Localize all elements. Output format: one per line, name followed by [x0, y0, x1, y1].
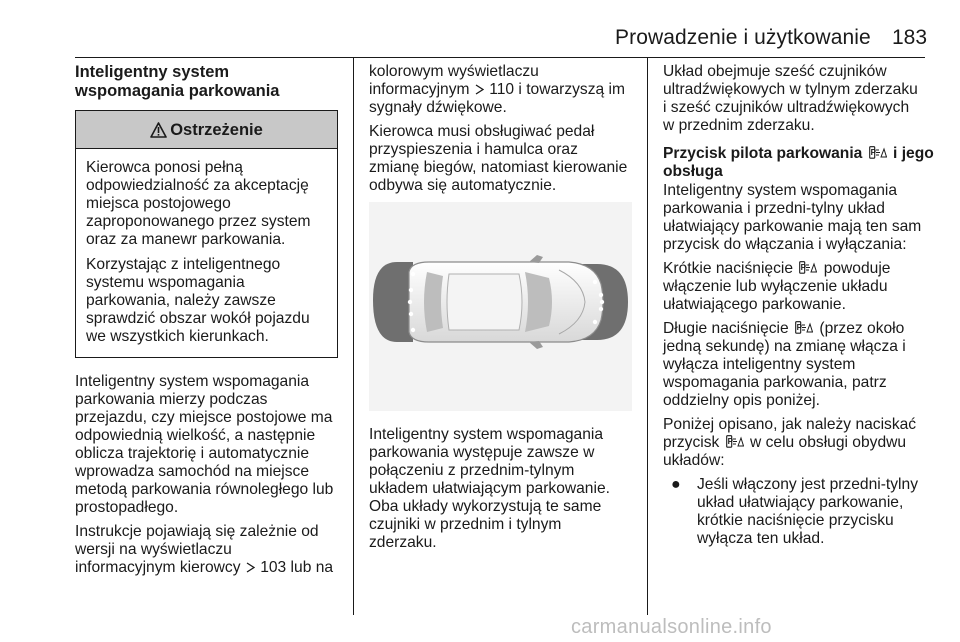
text-line: wspomagania parkowania, patrz — [663, 374, 887, 391]
text-line: parkowania, należy zawsze — [86, 292, 276, 309]
text-line — [663, 320, 933, 338]
text-line: obsługa — [663, 163, 723, 180]
text-line: przycisk do włączania i wyłączania: — [663, 236, 907, 253]
text-line: Kierowca ponosi pełną — [86, 159, 243, 176]
heading-line: Inteligentny system — [75, 63, 230, 81]
subsection-heading — [663, 145, 933, 181]
text-fragment: i jego — [893, 145, 934, 162]
warning-paragraph — [86, 256, 327, 346]
text-line: kolorowym wyświetlaczu — [369, 63, 539, 80]
reference-arrow-icon — [246, 562, 255, 573]
text-line: sygnały dźwiękowe. — [369, 99, 507, 116]
page-section-title: Prowadzenie i użytkowanie — [615, 26, 871, 49]
text-line: układ ułatwiający parkowanie, — [697, 494, 904, 511]
text-line — [369, 81, 637, 99]
watermark: carmanualsonline.info — [571, 616, 772, 638]
car-sensor-zones-drawing — [369, 202, 632, 411]
text-line: i sześć czujników ultradźwiękowych — [663, 99, 910, 116]
text-line: odpowiednią wielkość, a następnie — [75, 427, 316, 444]
text-line: Oba układy wykorzystują te same — [369, 498, 602, 515]
text-fragment: Krótkie naciśnięcie — [663, 260, 794, 277]
text-line: Kierowca musi obsługiwać pedał — [369, 123, 595, 140]
text-fragment: przycisk — [663, 434, 720, 451]
body-paragraph — [369, 426, 637, 552]
column-3 — [663, 63, 933, 554]
text-line: ułatwiającego parkowanie. — [663, 296, 846, 313]
text-line — [663, 434, 933, 452]
text-fragment: Długie naciśnięcie — [663, 320, 789, 337]
warning-title: Ostrzeżenie — [170, 120, 263, 139]
body-paragraph — [75, 523, 345, 577]
body-paragraph — [663, 320, 933, 410]
text-line: włączenie lub wyłączenie układu — [663, 278, 888, 295]
warning-triangle-icon — [150, 122, 167, 138]
text-line: prostopadłego. — [75, 499, 179, 516]
text-line: przyspieszenia i hamulca oraz — [369, 141, 578, 158]
text-line: czujniki w przednim i tylnym — [369, 516, 562, 533]
text-fragment: (przez około — [819, 320, 905, 337]
text-line: systemu wspomagania — [86, 274, 245, 291]
text-fragment: informacyjnym — [369, 81, 470, 98]
body-paragraph — [663, 182, 933, 254]
svg-text:P: P — [796, 323, 802, 333]
text-fragment: powoduje — [823, 260, 891, 277]
section-heading — [75, 63, 345, 101]
text-fragment: Przycisk pilota parkowania — [663, 145, 863, 162]
column-divider-1 — [353, 57, 354, 615]
svg-text:P: P — [870, 148, 876, 158]
text-line: sprawdzić obszar wokół pojazdu — [86, 310, 310, 327]
bullet-text — [697, 476, 918, 548]
text-line: Układ obejmuje sześć czujników — [663, 63, 887, 80]
text-line: odbywa się automatycznie. — [369, 177, 557, 194]
body-paragraph — [75, 373, 345, 517]
bullet-item — [663, 476, 933, 548]
text-line: odpowiedzialność za akceptację — [86, 177, 309, 194]
text-line: wyłącza ten układ. — [697, 530, 825, 547]
column-1 — [75, 63, 345, 583]
text-line: Instrukcje pojawiają się zależnie od — [75, 523, 319, 540]
heading-line: wspomagania parkowania — [75, 82, 280, 100]
text-line: układów: — [663, 452, 725, 469]
text-line: miejsca postojowego — [86, 195, 231, 212]
park-assist-icon — [726, 435, 744, 448]
text-line: ułatwiający parkowanie mają ten sam — [663, 218, 922, 235]
warning-body — [76, 149, 337, 357]
text-line: Inteligentny system wspomagania — [369, 426, 604, 443]
text-line: zaproponowanego przez system — [86, 213, 311, 230]
column-2 — [369, 63, 637, 558]
text-line: parkowania i przedni-tylny układ — [663, 200, 885, 217]
page-reference[interactable]: 103 lub na — [260, 559, 334, 576]
text-line: w przednim zderzaku. — [663, 117, 815, 134]
warning-paragraph — [86, 159, 327, 249]
text-line: Inteligentny system wspomagania — [75, 373, 310, 390]
text-line: Jeśli włączony jest przedni-tylny — [697, 476, 918, 493]
text-line: zmianę biegów, natomiast kierowanie — [369, 159, 628, 176]
text-line: krótkie naciśnięcie przycisku — [697, 512, 894, 529]
text-line: parkowania mierzy podczas — [75, 391, 268, 408]
text-line — [75, 559, 345, 577]
body-paragraph — [369, 123, 637, 195]
text-line: jedną sekundę) na zmianę włącza i — [663, 338, 906, 355]
text-line: we wszystkich kierunkach. — [86, 328, 269, 345]
svg-text:P: P — [800, 263, 807, 273]
text-line: metodą parkowania równoległego lub — [75, 481, 334, 498]
text-line: Poniżej opisano, jak należy naciskać — [663, 416, 917, 433]
text-line: wyłącza inteligentny system — [663, 356, 856, 373]
body-paragraph — [663, 416, 933, 470]
text-fragment: w celu obsługi obydwu — [750, 434, 907, 451]
warning-header — [76, 111, 337, 149]
text-line: połączeniu z przednim-tylnym — [369, 462, 575, 479]
text-line: układem ułatwiającym parkowanie. — [369, 480, 610, 497]
header-divider — [75, 57, 925, 58]
text-line — [663, 145, 933, 163]
rear-sensor-zone — [373, 262, 413, 342]
parking-sensor-illustration — [369, 202, 632, 411]
text-line: ultradźwiękowych w tylnym zderzaku — [663, 81, 918, 98]
column-divider-2 — [647, 57, 648, 615]
park-assist-icon — [869, 146, 887, 159]
park-assist-icon — [795, 321, 813, 334]
text-line: Korzystając z inteligentnego — [86, 256, 281, 273]
text-line: wersji na wyświetlaczu — [75, 541, 232, 558]
text-line: zderzaku. — [369, 534, 437, 551]
text-line: oblicza trajektorię i automatycznie — [75, 445, 310, 462]
text-line: oddzielny opis poniżej. — [663, 392, 820, 409]
text-line: Inteligentny system wspomagania — [663, 182, 898, 199]
reference-arrow-icon — [475, 84, 484, 95]
car-rear-window — [424, 272, 443, 332]
text-fragment: informacyjnym kierowcy — [75, 559, 241, 576]
car-windscreen — [525, 272, 552, 332]
body-paragraph — [663, 63, 933, 135]
text-line: przejazdu, czy miejsce postojowe ma — [75, 409, 333, 426]
svg-text:P: P — [727, 437, 733, 447]
page-reference[interactable]: 110 i towarzyszą im — [489, 81, 625, 98]
page-number: 183 — [892, 26, 928, 49]
text-line: wprowadza samochód na miejsce — [75, 463, 310, 480]
park-assist-icon — [799, 261, 817, 274]
body-paragraph — [663, 260, 933, 314]
car-roof — [447, 274, 522, 330]
body-paragraph — [369, 63, 637, 117]
bullet-dot: ● — [671, 476, 681, 493]
text-line: parkowania występuje zawsze w — [369, 444, 595, 461]
text-line — [663, 260, 933, 278]
text-line: oraz za manewr parkowania. — [86, 231, 286, 248]
warning-box — [75, 110, 338, 358]
